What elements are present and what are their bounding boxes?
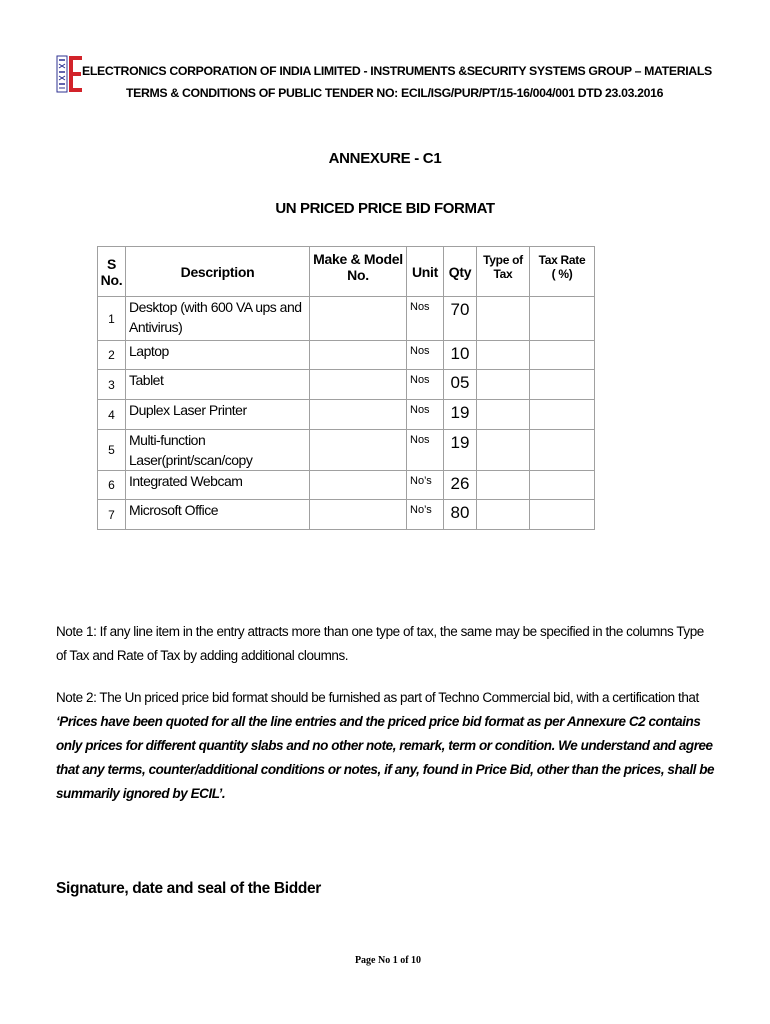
header-qty: Qty xyxy=(444,247,477,297)
cell-make xyxy=(310,341,407,370)
cell-description: Microsoft Office xyxy=(126,500,310,530)
cell-tax-rate xyxy=(530,297,595,341)
price-bid-table xyxy=(97,246,595,530)
cell-qty: 19 xyxy=(444,430,477,471)
cell-unit: No’s xyxy=(407,471,444,500)
cell-tax-type xyxy=(477,430,530,471)
table-row xyxy=(98,430,595,471)
annexure-title: ANNEXURE - C1 xyxy=(328,150,442,167)
cell-sno: 5 xyxy=(98,430,126,471)
cell-make xyxy=(310,297,407,341)
cell-tax-rate xyxy=(530,370,595,400)
price-bid-format-title: UN PRICED PRICE BID FORMAT xyxy=(275,200,495,217)
table-row xyxy=(98,500,595,530)
note-1: Note 1: If any line item in the entry attracts more than one type of tax, the same may be specified in the columns Type of Tax and Rate of Tax by adding additional cloumns. xyxy=(56,624,704,663)
cell-qty: 05 xyxy=(444,370,477,400)
cell-unit: No’s xyxy=(407,500,444,530)
cell-description: Multi-function Laser(print/scan/copy xyxy=(126,430,310,471)
cell-sno: 3 xyxy=(98,370,126,400)
cell-qty: 19 xyxy=(444,400,477,430)
header-sno: S No. xyxy=(98,247,126,297)
note-2-text: Note 2: The Un priced price bid format should be furnished as part of Techno Commercial bid, with a certification that xyxy=(56,690,699,705)
signature-label: Signature, date and seal of the Bidder xyxy=(56,880,321,897)
header-tax-type: Type of Tax xyxy=(477,247,530,297)
table-row xyxy=(98,400,595,430)
cell-qty: 70 xyxy=(444,297,477,341)
cell-tax-rate xyxy=(530,400,595,430)
cell-make xyxy=(310,370,407,400)
cell-unit: Nos xyxy=(407,370,444,400)
header-make-model: Make & Model No. xyxy=(310,247,407,297)
header-unit: Unit xyxy=(407,247,444,297)
cell-description: Desktop (with 600 VA ups and Antivirus) xyxy=(126,297,310,341)
cell-sno: 7 xyxy=(98,500,126,530)
cell-tax-type xyxy=(477,500,530,530)
cell-tax-rate xyxy=(530,500,595,530)
cell-tax-type xyxy=(477,400,530,430)
table-header-row xyxy=(98,247,595,297)
cell-description: Integrated Webcam xyxy=(126,471,310,500)
cell-unit: Nos xyxy=(407,341,444,370)
cell-description: Laptop xyxy=(126,341,310,370)
cell-unit: Nos xyxy=(407,400,444,430)
table-row xyxy=(98,370,595,400)
cell-sno: 4 xyxy=(98,400,126,430)
cell-description: Tablet xyxy=(126,370,310,400)
cell-qty: 10 xyxy=(444,341,477,370)
cell-tax-type xyxy=(477,341,530,370)
cell-tax-rate xyxy=(530,430,595,471)
cell-tax-rate xyxy=(530,341,595,370)
note-2 xyxy=(56,686,721,806)
cell-tax-type xyxy=(477,297,530,341)
table-row xyxy=(98,471,595,500)
cell-make xyxy=(310,400,407,430)
cell-tax-rate xyxy=(530,471,595,500)
cell-unit: Nos xyxy=(407,430,444,471)
cell-make xyxy=(310,430,407,471)
cell-tax-type xyxy=(477,471,530,500)
cell-tax-type xyxy=(477,370,530,400)
cell-qty: 26 xyxy=(444,471,477,500)
table-row xyxy=(98,341,595,370)
page-number: Page No 1 of 10 xyxy=(354,955,422,966)
ecil-logo-icon xyxy=(56,54,84,94)
header-description: Description xyxy=(126,247,310,297)
cell-qty: 80 xyxy=(444,500,477,530)
cell-description: Duplex Laser Printer xyxy=(126,400,310,430)
cell-sno: 6 xyxy=(98,471,126,500)
cell-unit: Nos xyxy=(407,297,444,341)
table-row xyxy=(98,297,595,341)
cell-sno: 2 xyxy=(98,341,126,370)
cell-make xyxy=(310,500,407,530)
header-line-1: ELECTRONICS CORPORATION OF INDIA LIMITED - INSTRUMENTS &SECURITY SYSTEMS GROUP – MATERIALS xyxy=(82,64,712,78)
header-line-2: TERMS & CONDITIONS OF PUBLIC TENDER NO: ECIL/ISG/PUR/PT/15-16/004/001 DTD 23.03.2016 xyxy=(126,86,664,100)
header-tax-rate: Tax Rate ( %) xyxy=(530,247,595,297)
cell-sno: 1 xyxy=(98,297,126,341)
note-2-certification: ‘Prices have been quoted for all the line entries and the priced price bid format as per Annexure C2 contains only prices for different quantity slabs and no other note, remark, term or condition. We understand and agree that any terms, counter/additional conditions or notes, if any, found in Price Bid, other than the prices, shall be summarily ignored by ECIL’. xyxy=(56,714,715,801)
cell-make xyxy=(310,471,407,500)
